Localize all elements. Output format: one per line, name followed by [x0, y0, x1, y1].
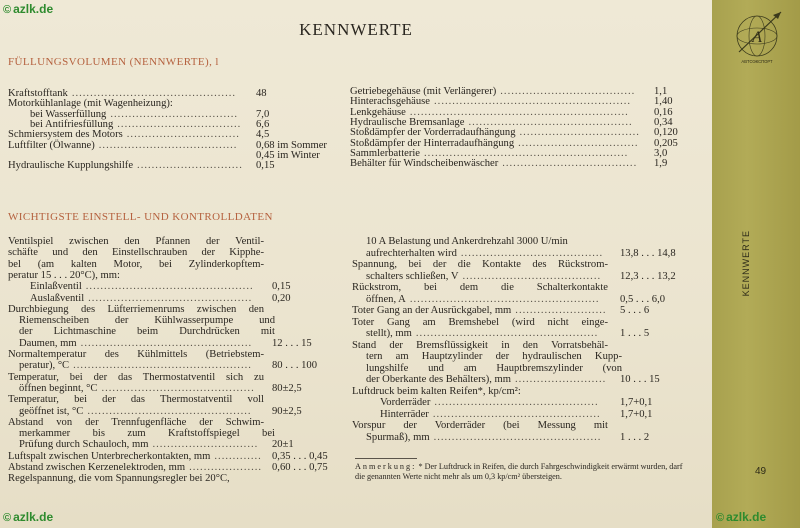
watermark-text: azlk.de	[726, 510, 767, 524]
table-row	[8, 247, 340, 258]
row-label: Behälter für Windscheibenwäscher	[350, 158, 499, 170]
row-value: 0,16	[654, 106, 673, 118]
table-row	[352, 317, 702, 329]
table-row	[350, 117, 690, 127]
row-label: lungshilfe und am Hauptbremszylinder (von	[366, 362, 622, 374]
dot-leader: .............................................	[88, 292, 253, 304]
row-value: 1 . . . 5	[620, 328, 650, 339]
table-row	[380, 409, 702, 421]
row-label: bei Antifriesfüllung	[30, 118, 114, 130]
row-label: aufrechterhalten wird	[366, 247, 457, 259]
table-row	[366, 432, 702, 444]
dot-leader: ..................................	[117, 118, 242, 130]
row-value: 1,1	[654, 86, 668, 97]
row-value: 12 . . . 15	[272, 337, 312, 349]
row-label: bei Wasserfüllung	[30, 108, 107, 120]
table-row	[350, 158, 690, 168]
table-row	[366, 374, 702, 386]
watermark-bottom-left	[3, 510, 53, 524]
dot-leader: .........................	[515, 305, 607, 316]
row-value: 1,9	[654, 158, 668, 170]
row-label: Vorspur der Vorderräder (bei Messung mit	[352, 420, 608, 431]
table-row	[30, 119, 338, 129]
table-row	[8, 98, 338, 108]
row-label: bel (am kalten Motor, bei Zylinderkopftem-	[8, 258, 264, 270]
row-label: Hydraulische Kupplungshilfe	[8, 160, 134, 172]
table-row	[8, 349, 340, 360]
table-row	[8, 160, 338, 170]
row-label: Toter Gang am Bremshebel (wird nicht einge-	[352, 316, 608, 328]
row-label: Daumen, mm	[19, 337, 77, 349]
dot-leader: .....................................	[502, 158, 638, 170]
watermark-bottom-right	[716, 510, 766, 524]
row-label: öffnen beginnt, °C	[19, 382, 98, 394]
dot-leader: ....................................................	[409, 293, 600, 305]
table-row	[366, 236, 702, 248]
footnote-text: * Der Luftdruck in Reifen, die durch Fahrgeschwindigkeit erwärmt wurden, darf die genannten Werte nicht mehr als um 0,3 kp/cm² übersteigen.	[355, 462, 683, 481]
row-label: Temperatur, bei der das Thermostatventil sich zu	[8, 371, 264, 383]
watermark-c-icon: ©	[716, 512, 725, 524]
dot-leader: .................................................	[73, 360, 252, 372]
watermark-text: azlk.de	[13, 2, 54, 16]
dot-leader: ........................................................	[424, 147, 629, 159]
row-value: 5 . . . 6	[620, 305, 650, 316]
row-label: Lenkgehäuse	[350, 106, 406, 118]
row-value: 0,120	[654, 127, 678, 139]
svg-text:ABTOЭКСПОРТ: ABTOЭКСПОРТ	[741, 59, 773, 64]
row-value: 1 . . . 2	[620, 431, 650, 443]
row-label: Motorkühlanlage (mit Wagenheizung):	[8, 98, 173, 110]
row-label: Vorderräder	[380, 397, 431, 408]
row-label: Toter Gang an der Ausrückgabel, mm	[352, 305, 512, 316]
table-row	[8, 473, 340, 484]
row-value: 0,15	[256, 160, 275, 172]
row-label: Durchbiegung des Lüfterriemenrums zwischen den	[8, 303, 264, 315]
table-row	[30, 293, 340, 304]
row-value: 0,5 . . . 6,0	[620, 293, 666, 305]
row-value: 48	[256, 88, 267, 99]
row-value: 80 . . . 100	[272, 360, 318, 372]
row-label: Regelspannung, die vom Spannungsregler bei 20°C,	[8, 473, 230, 485]
page-number: 49	[755, 466, 767, 477]
row-label: Abstand zwischen Kerzenelektroden, mm	[8, 462, 186, 473]
table-row	[8, 236, 340, 247]
dot-leader: .........................	[515, 374, 607, 385]
row-label: Temperatur, bei der das Thermostatventil voll	[8, 394, 264, 406]
table-row	[352, 340, 702, 352]
dot-leader: .....................................	[500, 86, 636, 97]
table-row	[350, 148, 690, 158]
row-label: geöffnet ist, °C	[19, 405, 84, 417]
table-row	[8, 150, 338, 160]
dot-leader: .............................................	[434, 397, 599, 408]
table-row	[19, 326, 340, 337]
row-value: 0,60 . . . 0,75	[272, 462, 328, 473]
dot-leader: ..............................................	[432, 408, 601, 420]
row-label: Luftspalt zwischen Unterbrecherkontakten, mm	[8, 450, 211, 462]
dot-leader: .............................................	[468, 116, 633, 128]
table-row	[366, 363, 702, 375]
avtoexport-logo-icon	[727, 6, 787, 66]
row-label: Getriebegehäuse (mit Verlängerer)	[350, 86, 497, 97]
table-row	[8, 270, 340, 281]
row-label: schäfte und den Einstellschrauben der Kipphe-	[8, 247, 264, 259]
row-value: 12,3 . . . 13,2	[620, 270, 676, 282]
dot-leader: ...............................	[126, 129, 240, 141]
row-value: 13,8 . . . 14,8	[620, 247, 676, 259]
row-label: öffnen, A	[366, 293, 406, 305]
dot-leader: ....................	[189, 462, 263, 473]
row-label: 10 A Belastung und Ankerdrehzahl 3000 U/min	[366, 236, 568, 247]
row-value: 0,15	[272, 281, 291, 293]
table-row	[19, 360, 340, 371]
row-label: Stoßdämpfer der Vorderradaufhängung	[350, 127, 516, 139]
table-row	[352, 282, 702, 294]
dot-leader: .................................	[518, 137, 639, 149]
row-value: 1,40	[654, 96, 673, 108]
table-row	[19, 428, 340, 439]
dot-leader: .............................................	[87, 405, 252, 417]
table-row	[19, 439, 340, 450]
row-value: 6,6	[256, 118, 270, 130]
row-value: 7,0	[256, 108, 270, 120]
table-row	[19, 383, 340, 394]
table-row	[19, 338, 340, 349]
row-label: Hydraulische Bremsanlage	[350, 116, 465, 128]
row-label: Spannung, bei der die Kontakte des Rückstrom-	[352, 259, 608, 270]
row-label: Hinterachsgehäuse	[350, 96, 431, 108]
row-value: 0,20	[272, 292, 291, 304]
dot-leader: ......................................	[462, 270, 602, 282]
table-row	[350, 138, 690, 148]
table-row	[8, 304, 340, 315]
footnote	[355, 462, 685, 482]
table-row	[8, 88, 338, 98]
dot-leader: ..................................................	[415, 328, 599, 339]
table-row	[350, 127, 690, 137]
row-label: Riemenscheiben der Kühlwasserpumpe und	[19, 315, 275, 327]
table-row	[350, 107, 690, 117]
row-label: stellt), mm	[366, 328, 412, 339]
dot-leader: ..............................................	[433, 431, 602, 443]
watermark-text: azlk.de	[13, 510, 54, 524]
page-title: KENNWERTE	[299, 20, 413, 39]
table-row	[352, 259, 702, 271]
row-label: Hinterräder	[380, 408, 429, 420]
row-label: Stand der Bremsflüssigkeit in den Vorratsbehäl-	[352, 339, 608, 351]
table-row	[30, 109, 338, 119]
row-label: Sammlerbatterie	[350, 147, 421, 159]
table-row	[19, 406, 340, 417]
table-row	[8, 259, 340, 270]
row-label: der Lichtmaschine beim Durchdrücken mit	[19, 326, 275, 338]
watermark-c-icon: ©	[3, 4, 12, 16]
dot-leader: ......................................	[98, 139, 238, 151]
row-value: 4,5	[256, 129, 270, 141]
table-row	[350, 96, 690, 106]
row-label: Luftfilter (Ölwanne)	[8, 139, 95, 151]
dot-leader: .............................	[152, 439, 259, 451]
row-label: merkammer bis zum Kraftstoffspiegel bei	[19, 428, 275, 440]
table-row	[366, 351, 702, 363]
row-label: peratur), °C	[19, 360, 70, 372]
table-row	[352, 305, 702, 317]
row-label: Normaltemperatur des Kühlmittels (Betriebstem-	[8, 349, 264, 360]
table-row	[8, 129, 338, 139]
row-label: Spurmaß), mm	[366, 431, 430, 443]
dot-leader: ......................................................	[434, 96, 632, 108]
table-row	[8, 417, 340, 428]
row-label: Schmiersystem des Motors	[8, 129, 123, 141]
row-label: schalters schließen, V	[366, 270, 459, 282]
row-value: 80±2,5	[272, 382, 302, 394]
row-label: Abstand von der Trennfugenfläche der Schwim-	[8, 416, 264, 428]
dot-leader: .................................	[519, 127, 640, 139]
footnote-lead: Anmerkung:	[355, 462, 417, 471]
table-row	[8, 140, 338, 150]
section2-heading: WICHTIGSTE EINSTELL- UND KONTROLLDATEN	[8, 211, 273, 223]
dot-leader: .......................................	[460, 247, 604, 259]
footnote-rule	[355, 458, 417, 459]
row-label: der Oberkante des Behälters), mm	[366, 374, 512, 385]
row-value: 3,0	[654, 147, 668, 159]
row-label: Kraftstofftank	[8, 88, 68, 99]
row-value: 0,34	[654, 116, 673, 128]
table-row	[352, 420, 702, 432]
row-label: Auslaßventil	[30, 292, 85, 304]
table-row	[19, 315, 340, 326]
row-value: 1,7+0,1	[620, 408, 653, 420]
row-label: Stoßdämpfer der Hinterradaufhängung	[350, 137, 515, 149]
table-row	[366, 271, 702, 283]
dot-leader: .............................	[137, 160, 243, 172]
table-row	[366, 328, 702, 340]
dot-leader: ...............................................	[80, 337, 253, 349]
row-value: 10 . . . 15	[620, 374, 660, 385]
watermark-top	[3, 2, 53, 16]
watermark-c-icon: ©	[3, 512, 12, 524]
dot-leader: ..............................................	[85, 281, 254, 293]
table-row	[380, 397, 702, 409]
side-section-label: KENNWERTE	[741, 230, 751, 297]
row-label: Prüfung durch Schauloch, mm	[19, 439, 149, 451]
row-value: 90±2,5	[272, 405, 302, 417]
row-label: Rückstrom, bei dem die Schalterkontakte	[352, 282, 608, 293]
dot-leader: ...................................	[110, 108, 239, 120]
row-value: 1,7+0,1	[620, 397, 653, 408]
svg-text:A: A	[752, 29, 762, 46]
dot-leader: .............................................	[71, 88, 237, 99]
table-row	[8, 462, 340, 473]
table-row	[350, 86, 690, 96]
row-label: Einlaßventil	[30, 281, 82, 293]
dot-leader: .............	[214, 450, 262, 462]
table-row	[30, 281, 340, 292]
table-row	[366, 248, 702, 260]
row-value: 0,35 . . . 0,45	[272, 450, 328, 462]
row-label: peratur 15 . . . 20°C), mm:	[8, 269, 120, 281]
table-row	[8, 372, 340, 383]
dot-leader: ............................................................	[409, 106, 629, 118]
table-row	[366, 294, 702, 306]
row-value: 20±1	[272, 439, 294, 451]
row-label: Ventilspiel zwischen den Pfannen der Ventil-	[8, 236, 264, 247]
row-value: 0,68 im Sommer	[256, 139, 327, 151]
row-value: 0,45 im Winter	[256, 149, 320, 161]
row-value: 0,205	[654, 137, 678, 149]
table-row	[352, 386, 702, 398]
side-strip	[712, 0, 800, 528]
dot-leader: ..........................................	[101, 382, 255, 394]
section1-heading: FÜLLUNGSVOLUMEN (NENNWERTE), l	[8, 56, 219, 68]
table-row	[8, 451, 340, 462]
row-label: tern am Hauptzylinder der hydraulischen Kupp-	[366, 351, 622, 362]
table-row	[8, 394, 340, 405]
row-label: Luftdruck beim kalten Reifen*, kp/cm²:	[352, 385, 521, 397]
